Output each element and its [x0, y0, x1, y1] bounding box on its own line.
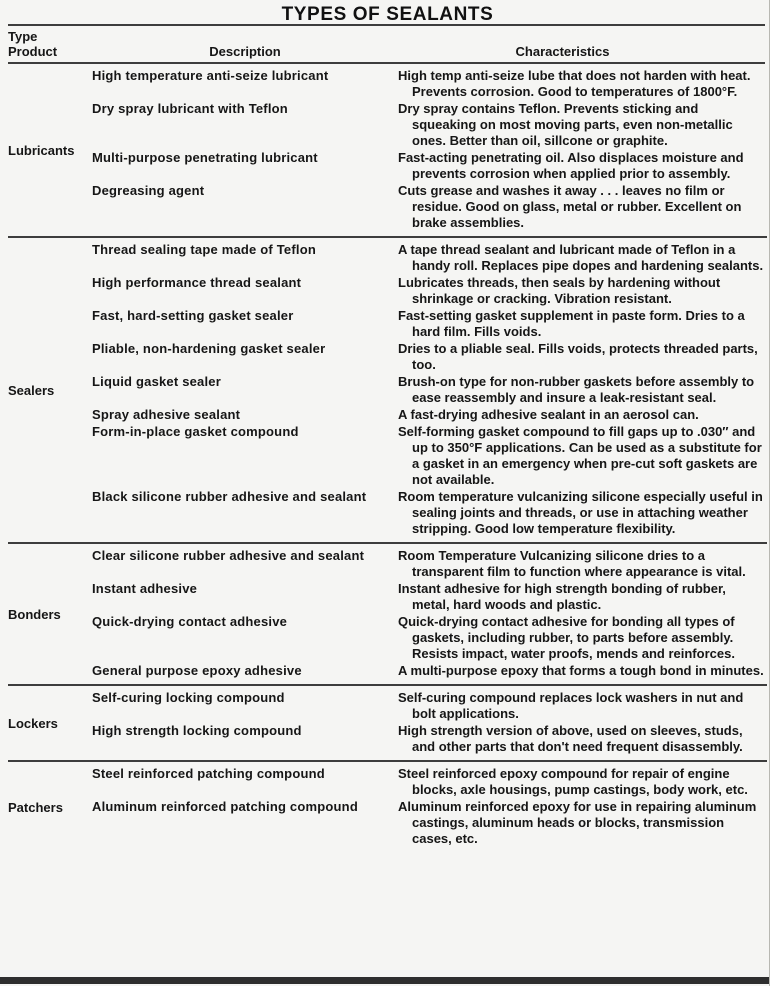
section-bonders [8, 544, 767, 686]
characteristics-cell: A fast-drying adhesive sealant in an aerosol can. [398, 407, 699, 422]
column-header-description: Description [209, 44, 281, 59]
section-sealers [8, 238, 767, 544]
description-cell: Fast, hard-setting gasket sealer [92, 308, 294, 323]
section-type-label-bonders: Bonders [8, 606, 61, 622]
table-row [92, 68, 767, 100]
description-cell: Aluminum reinforced patching compound [92, 799, 358, 814]
table-row [92, 407, 767, 423]
table-row [92, 242, 767, 274]
characteristics-cell: Fast-acting penetrating oil. Also displaces moisture and prevents corrosion when applied prior to assembly. [398, 150, 744, 181]
table-row [92, 101, 767, 149]
bottom-bar [0, 977, 769, 984]
characteristics-cell: High temp anti-seize lube that does not harden with heat. Prevents corrosion. Good to temperatures of 1800°F. [398, 68, 751, 99]
section-type-label-lubricants: Lubricants [8, 142, 75, 158]
table-row [92, 308, 767, 340]
characteristics-cell: Dries to a pliable seal. Fills voids, protects threaded parts, too. [398, 341, 758, 372]
characteristics-cell: Brush-on type for non-rubber gaskets before assembly to ease reassembly and insure a leak-resistant seal. [398, 374, 755, 405]
table-row [92, 341, 767, 373]
table-row [92, 150, 767, 182]
table-row [92, 690, 767, 722]
table-row [92, 275, 767, 307]
characteristics-cell: Room Temperature Vulcanizing silicone dries to a transparent film to function where appearance is vital. [398, 548, 746, 579]
section-rows [92, 766, 767, 848]
section-rows [92, 68, 767, 232]
characteristics-cell: Self-forming gasket compound to fill gaps up to .030″ and up to 350°F applications. Can be used as a substitute for a gasket in an emergency when pre-cut soft gaskets are not available. [398, 424, 762, 487]
table-header [8, 26, 767, 62]
section-patchers [8, 762, 767, 852]
characteristics-cell: High strength version of above, used on sleeves, studs, and other parts that don't need frequent disassembly. [398, 723, 743, 754]
characteristics-cell: Instant adhesive for high strength bonding of rubber, metal, hard woods and plastic. [398, 581, 726, 612]
description-cell: High performance thread sealant [92, 275, 302, 290]
characteristics-cell: Cuts grease and washes it away . . . leaves no film or residue. Good on glass, metal or rubber. Excellent on brake assemblies. [398, 183, 742, 230]
table-row [92, 424, 767, 488]
table-row [92, 374, 767, 406]
description-cell: General purpose epoxy adhesive [92, 663, 302, 678]
description-cell: Instant adhesive [92, 581, 198, 596]
characteristics-cell: Quick-drying contact adhesive for bonding all types of gaskets, including rubber, to parts before assembly. Resists impact, water proofs, mends and reinforces. [398, 614, 735, 661]
description-cell: Thread sealing tape made of Teflon [92, 242, 316, 257]
description-cell: Steel reinforced patching compound [92, 766, 325, 781]
table-row [92, 766, 767, 798]
characteristics-cell: Steel reinforced epoxy compound for repair of engine blocks, axle housings, pump castings, body work, etc. [398, 766, 748, 797]
table-row [92, 799, 767, 847]
characteristics-cell: Fast-setting gasket supplement in paste form. Dries to a hard film. Fills voids. [398, 308, 745, 339]
table-row [92, 723, 767, 755]
column-header-type-product [8, 29, 92, 59]
characteristics-cell: Dry spray contains Teflon. Prevents sticking and squeaking on most moving parts, even non-metallic ones. Better than oil, sillcone or graphite. [398, 101, 733, 148]
section-rows [92, 548, 767, 680]
description-cell: Black silicone rubber adhesive and sealant [92, 489, 367, 504]
section-rows [92, 690, 767, 756]
description-cell: Dry spray lubricant with Teflon [92, 101, 288, 116]
description-cell: Multi-purpose penetrating lubricant [92, 150, 318, 165]
table-body [8, 64, 767, 852]
description-cell: Self-curing locking compound [92, 690, 285, 705]
column-header-type-line1: Type [8, 29, 38, 44]
characteristics-cell: Lubricates threads, then seals by hardening without shrinkage or cracking. Vibration resistant. [398, 275, 721, 306]
description-cell: Form-in-place gasket compound [92, 424, 299, 439]
description-cell: Liquid gasket sealer [92, 374, 221, 389]
characteristics-cell: Self-curing compound replaces lock washers in nut and bolt applications. [398, 690, 744, 721]
table-row [92, 548, 767, 580]
description-cell: High strength locking compound [92, 723, 302, 738]
characteristics-cell: Room temperature vulcanizing silicone especially useful in sealing joints and threads, or use in attaching weather stripping. Good low temperature flexibility. [398, 489, 763, 536]
section-type-label-lockers: Lockers [8, 715, 58, 731]
characteristics-cell: Aluminum reinforced epoxy for use in repairing aluminum castings, aluminum heads or blocks, transmission cases, etc. [398, 799, 757, 846]
section-lubricants [8, 64, 767, 238]
table-row [92, 489, 767, 537]
description-cell: Degreasing agent [92, 183, 205, 198]
section-type-label-sealers: Sealers [8, 382, 55, 398]
table-row [92, 183, 767, 231]
description-cell: Clear silicone rubber adhesive and sealant [92, 548, 365, 563]
table-row [92, 663, 767, 679]
section-rows [92, 242, 767, 538]
table-row [92, 614, 767, 662]
description-cell: Spray adhesive sealant [92, 407, 241, 422]
description-cell: Quick-drying contact adhesive [92, 614, 288, 629]
column-header-characteristics: Characteristics [515, 44, 610, 59]
column-header-type-line2: Product [8, 44, 58, 59]
description-cell: High temperature anti-seize lubricant [92, 68, 329, 83]
section-lockers [8, 686, 767, 762]
characteristics-cell: A tape thread sealant and lubricant made of Teflon in a handy roll. Replaces pipe dopes and hardening sealants. [398, 242, 764, 273]
characteristics-cell: A multi-purpose epoxy that forms a tough bond in minutes. [398, 663, 764, 678]
page-title: TYPES OF SEALANTS [281, 4, 494, 25]
section-type-label-patchers: Patchers [8, 799, 63, 815]
table-row [92, 581, 767, 613]
description-cell: Pliable, non-hardening gasket sealer [92, 341, 326, 356]
